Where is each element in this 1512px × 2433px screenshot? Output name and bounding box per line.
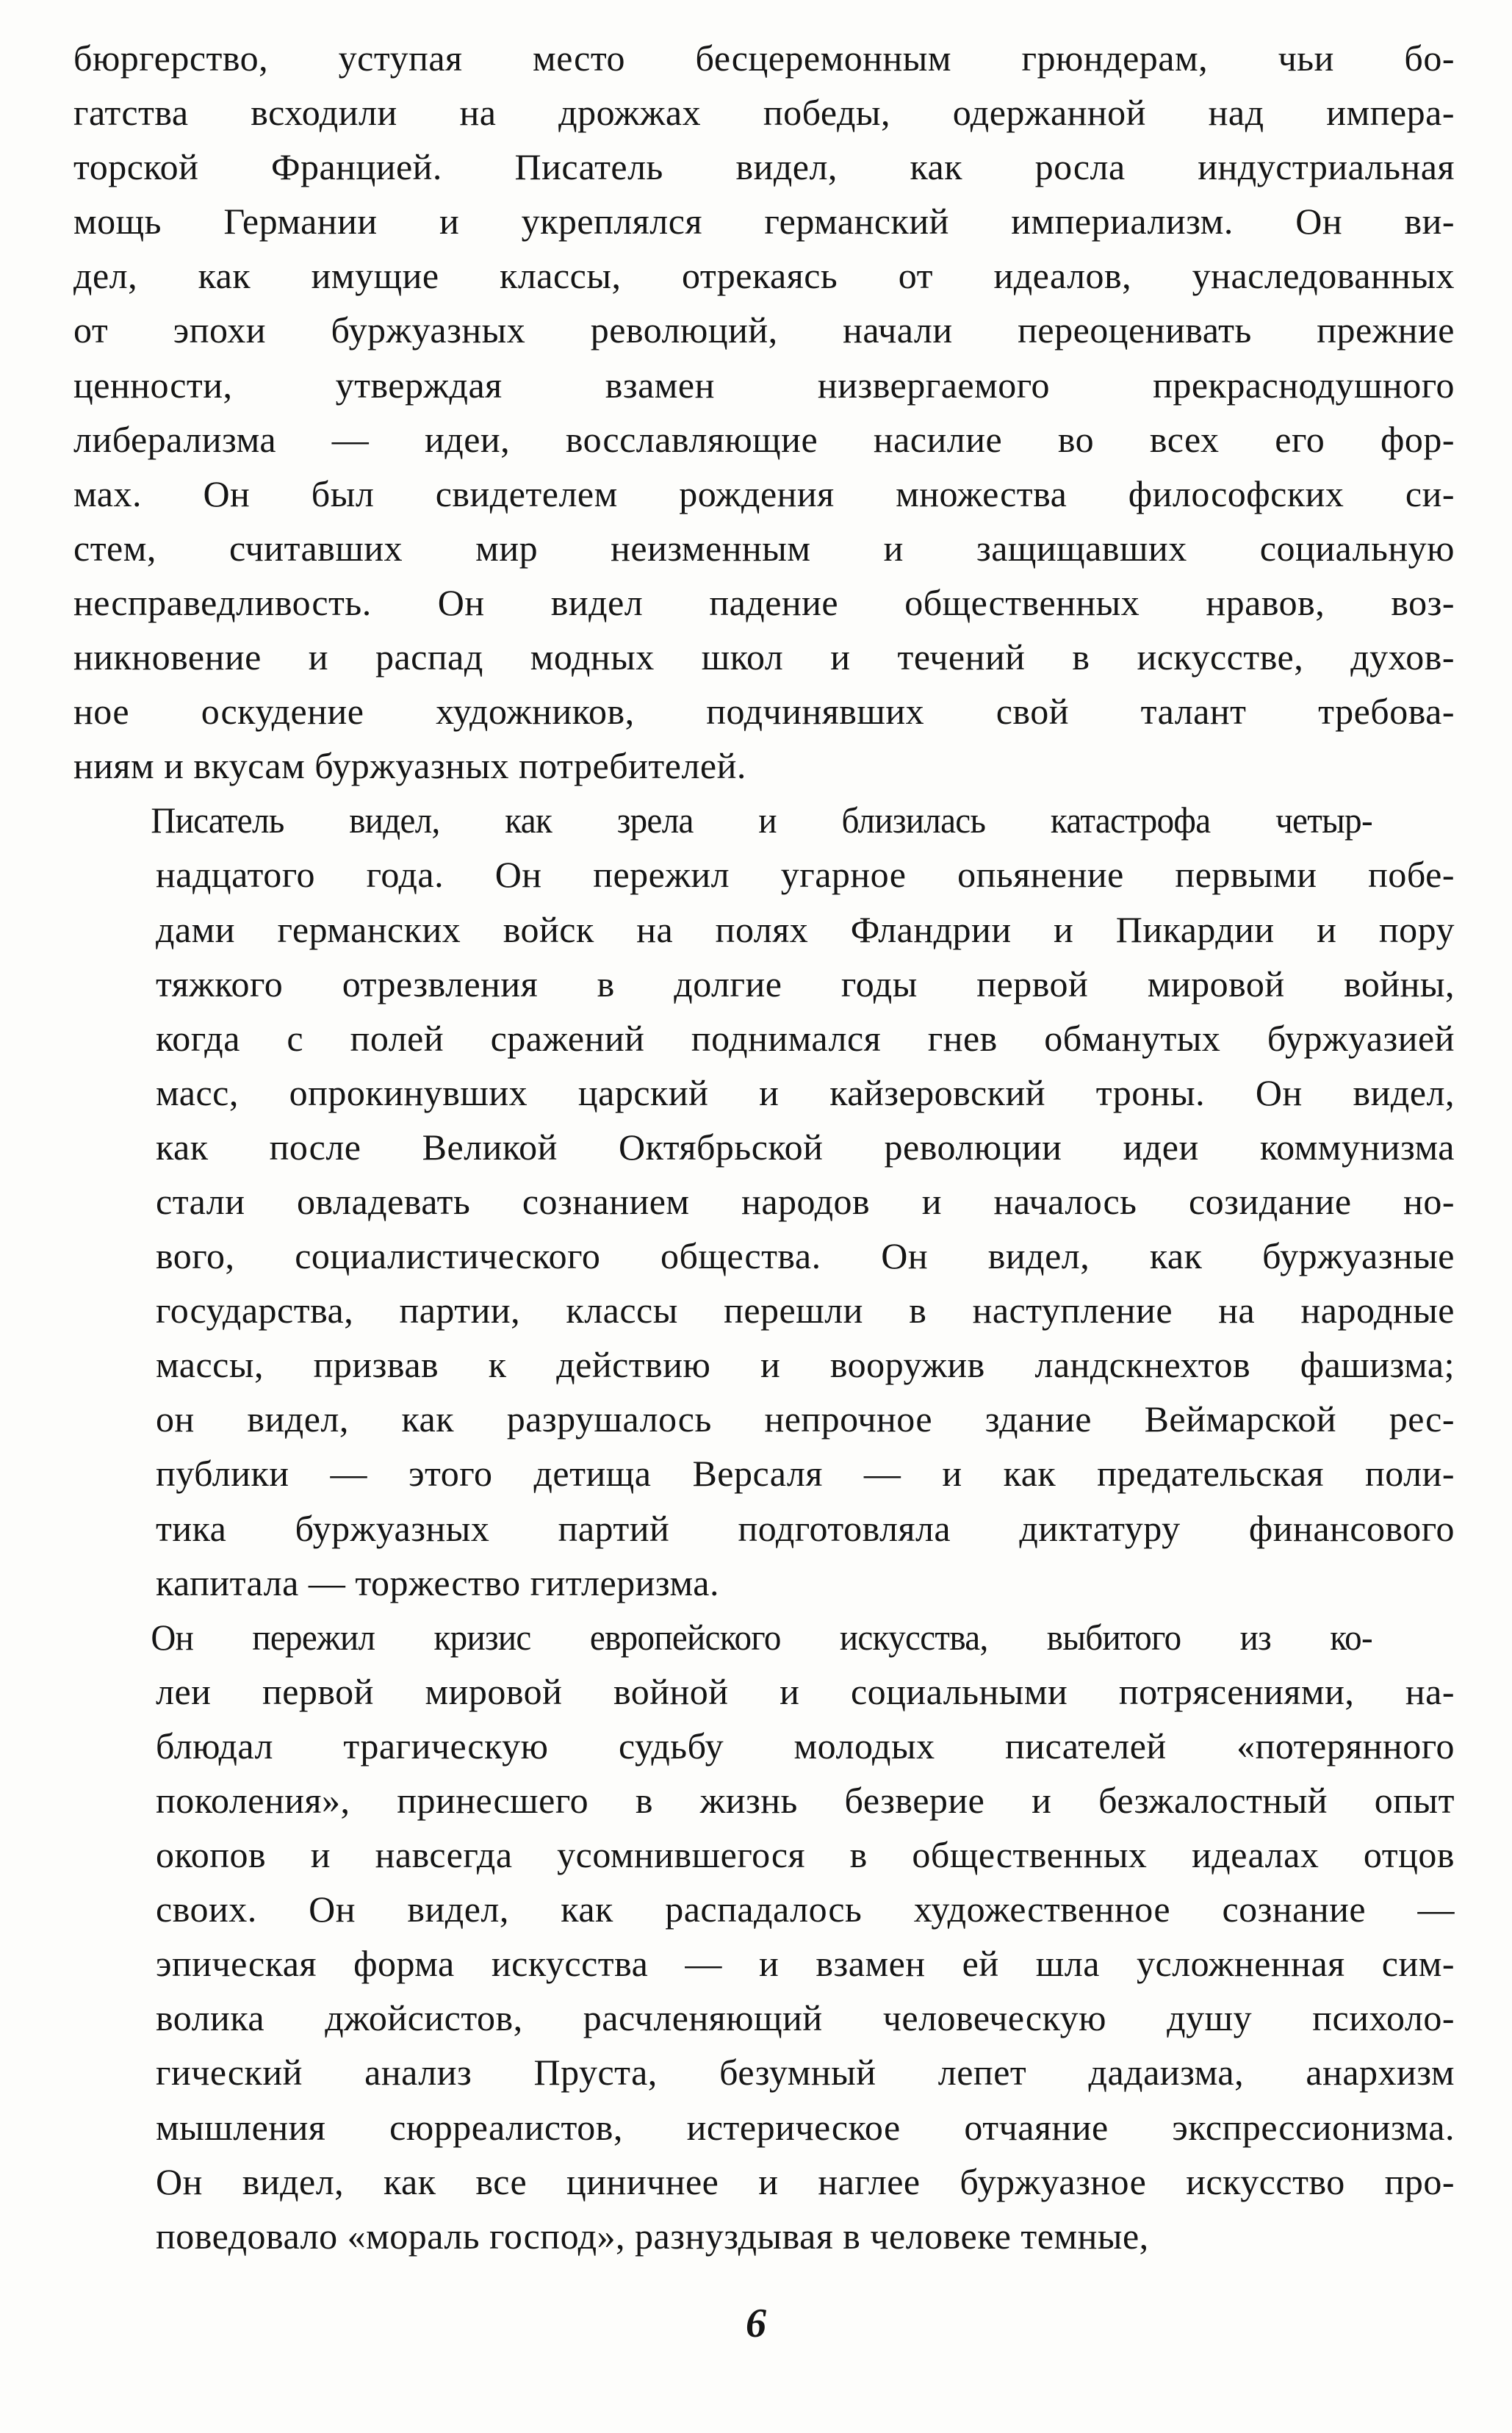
text-line: эпическая форма искусства — и взамен ей шла усложненная сим- [156, 1943, 1455, 1985]
text-line: массы, призвав к действию и вооружив ландскнехтов фашизма; [156, 1344, 1455, 1386]
text-line: гический анализ Пруста, безумный лепет дадаизма, анархизм [156, 2052, 1455, 2094]
text-line: стали овладевать сознанием народов и началось созидание но- [156, 1180, 1455, 1222]
text-line: несправедливость. Он видел падение общественных нравов, воз- [73, 581, 1455, 623]
text-line: окопов и навсегда усомнившегося в общественных идеалах отцов [156, 1834, 1455, 1876]
text-line: от эпохи буржуазных революций, начали переоценивать прежние [73, 309, 1455, 351]
text-line: как после Великой Октябрьской революции идеи коммунизма [156, 1126, 1455, 1168]
text-line: Он видел, как все циничнее и наглее буржуазное искусство про- [156, 2160, 1455, 2202]
body-text [73, 31, 1455, 2263]
paragraph-p1 [73, 31, 1455, 793]
text-line: тика буржуазных партий подготовляла диктатуру финансового [156, 1507, 1455, 1549]
paragraph-p2 [73, 793, 1455, 1609]
text-line: капитала — торжество гитлеризма. [156, 1561, 719, 1603]
text-line: дел, как имущие классы, отрекаясь от идеалов, унаследованных [73, 255, 1455, 297]
text-line: стем, считавших мир неизменным и защищавших социальную [73, 527, 1455, 569]
text-line: блюдал трагическую судьбу молодых писателей «потерянного [156, 1725, 1455, 1767]
text-line: вого, социалистического общества. Он видел, как буржуазные [156, 1235, 1455, 1277]
text-line: либерализма — идеи, восславляющие насилие во всех его фор- [73, 418, 1455, 460]
text-line: леи первой мировой войной и социальными потрясениями, на- [156, 1670, 1455, 1712]
text-line: волика джойсистов, расчленяющий человеческую душу психоло- [156, 1997, 1455, 2039]
text-line: дами германских войск на полях Фландрии и Пикардии и пору [156, 908, 1455, 950]
text-line: ниям и вкусам буржуазных потребителей. [73, 745, 746, 787]
text-line: когда с полей сражений поднимался гнев обманутых буржуазией [156, 1017, 1455, 1059]
text-line: гатства всходили на дрожжах победы, одержанной над импера- [73, 92, 1455, 134]
text-line: поколения», принесшего в жизнь безверие и безжалостный опыт [156, 1780, 1455, 1821]
text-line: государства, партии, классы перешли в наступление на народные [156, 1290, 1455, 1331]
text-line: никновение и распад модных школ и течений в искусстве, духов- [73, 636, 1455, 678]
text-line: торской Францией. Писатель видел, как росла индустриальная [73, 146, 1455, 188]
text-line: Он пережил кризис европейского искусства, выбитого из ко- [151, 1616, 1372, 1658]
text-line: ное оскудение художников, подчинявших свой талант требова- [73, 691, 1455, 733]
page-number: 6 [746, 2301, 766, 2346]
text-line: мах. Он был свидетелем рождения множества философских си- [73, 472, 1455, 514]
text-line: своих. Он видел, как распадалось художественное сознание — [156, 1888, 1455, 1930]
text-line: он видел, как разрушалось непрочное здание Веймарской рес- [156, 1398, 1455, 1440]
text-line: поведовало «мораль господ», разнуздывая в человеке темные, [156, 2215, 1149, 2257]
text-line: масс, опрокинувших царский и кайзеровский троны. Он видел, [156, 1071, 1455, 1113]
text-line: ценности, утверждая взамен низвергаемого прекраснодушного [73, 364, 1455, 406]
text-line: бюргерство, уступая место бесцеремонным грюндерам, чьи бо- [73, 37, 1455, 79]
text-line: публики — этого детища Версаля — и как предательская поли- [156, 1453, 1455, 1495]
text-line: мощь Германии и укреплялся германский империализм. Он ви- [73, 201, 1455, 242]
text-line: мышления сюрреалистов, истерическое отчаяние экспрессионизма. [156, 2106, 1455, 2148]
text-line: надцатого года. Он пережил угарное опьянение первыми побе- [156, 854, 1455, 896]
paragraph-p3 [73, 1610, 1455, 2263]
text-line: Писатель видел, как зрела и близилась катастрофа четыр- [151, 799, 1372, 841]
text-line: тяжкого отрезвления в долгие годы первой мировой войны, [156, 963, 1455, 1005]
